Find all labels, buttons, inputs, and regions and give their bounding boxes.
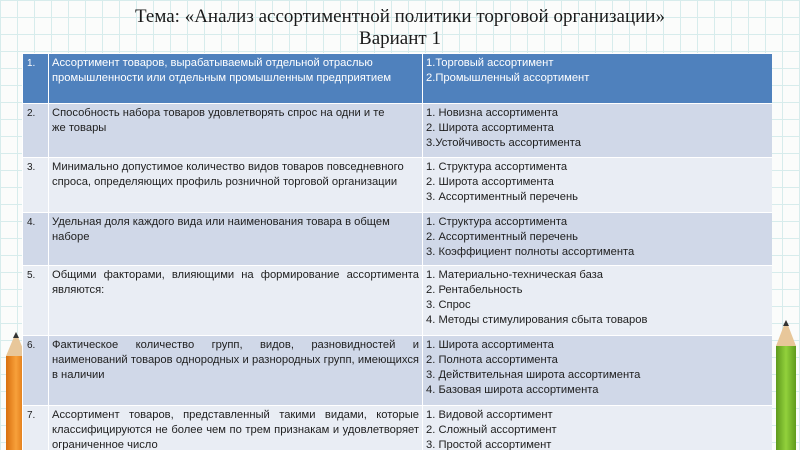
quiz-table [22, 53, 772, 450]
answer-option: 1. Структура ассортимента [426, 161, 568, 173]
answer-option: 2. Сложный ассортимент [426, 424, 557, 436]
answer-option: 2. Полнота ассортимента [426, 354, 558, 366]
question-cell: Общими факторами, влияющими на формирование ассортимента являются: [49, 266, 423, 336]
answer-option: 3.Устойчивость ассортимента [426, 137, 581, 149]
answer-option: 3. Ассортиментный перечень [426, 191, 578, 203]
table-row [23, 406, 773, 450]
answer-cell [423, 266, 773, 336]
answer-option: 3. Действительная широта ассортимента [426, 369, 641, 381]
table-row [23, 54, 773, 104]
question-cell: Ассортимент товаров, представленный такими видами, которые классифицируются не более чем по трем признакам и удовлетворяет ограниченное число [49, 406, 423, 450]
row-number: 4. [23, 213, 49, 266]
answer-option: 2. Ассортиментный перечень [426, 231, 578, 243]
row-number: 3. [23, 158, 49, 213]
answer-option: 4. Методы стимулирования сбыта товаров [426, 314, 648, 326]
slide-title [0, 6, 800, 50]
row-number: 2. [23, 104, 49, 158]
row-number: 7. [23, 406, 49, 450]
answer-option: 1. Структура ассортимента [426, 216, 568, 228]
answer-option: 4. Базовая широта ассортимента [426, 384, 599, 396]
answer-option: 1. Новизна ассортимента [426, 107, 558, 119]
answer-cell [423, 158, 773, 213]
row-number: 1. [23, 54, 49, 104]
question-cell: Фактическое количество групп, видов, разновидностей и наименований товаров однородных и разнородных групп, имеющихся в наличии [49, 336, 423, 406]
table-row [23, 104, 773, 158]
answer-cell [423, 104, 773, 158]
answer-option: 3. Спрос [426, 299, 471, 311]
answer-cell [423, 336, 773, 406]
question-cell: Ассортимент товаров, вырабатываемый отдельной отраслью промышленности или отдельным промышленным предприятием [49, 54, 423, 104]
table-row [23, 213, 773, 266]
answer-option: 2.Промышленный ассортимент [426, 72, 590, 84]
answer-option: 1.Торговый ассортимент [426, 57, 554, 69]
question-cell: Удельная доля каждого вида или наименования товара в общем наборе [49, 213, 423, 266]
answer-option: 2. Широта ассортимента [426, 176, 554, 188]
answer-option: 3. Простой ассортимент [426, 439, 552, 450]
answer-cell [423, 213, 773, 266]
answer-option: 3. Коэффициент полноты ассортимента [426, 246, 635, 258]
row-number: 5. [23, 266, 49, 336]
row-number: 6. [23, 336, 49, 406]
answer-option: 1. Видовой ассортимент [426, 409, 553, 421]
slide-title-variant: Вариант 1 [359, 28, 441, 49]
table-row [23, 336, 773, 406]
answer-option: 2. Широта ассортимента [426, 122, 554, 134]
answer-cell [423, 406, 773, 450]
answer-cell [423, 54, 773, 104]
answer-option: 1. Широта ассортимента [426, 339, 554, 351]
table-row [23, 158, 773, 213]
question-cell: Минимально допустимое количество видов товаров повседневного спроса, определяющих профиль розничной торговой организации [49, 158, 423, 213]
slide-title-topic: Тема: «Анализ ассортиментной политики торговой организации» [135, 6, 665, 27]
table-row [23, 266, 773, 336]
answer-option: 2. Рентабельность [426, 284, 523, 296]
question-cell: Способность набора товаров удовлетворять спрос на одни и те же товары [49, 104, 423, 158]
answer-option: 1. Материально-техническая база [426, 269, 604, 281]
green-pencil-icon [776, 320, 796, 450]
